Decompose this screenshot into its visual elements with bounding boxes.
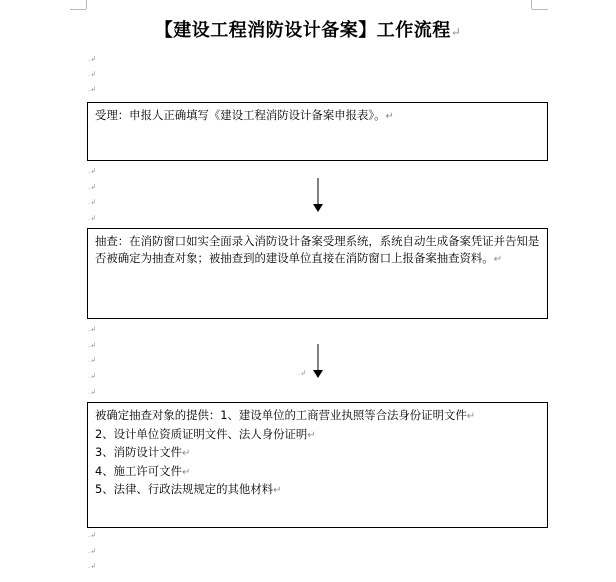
crop-mark-top-left (86, 0, 87, 9)
empty-paragraph-mark: .↲ (88, 388, 97, 396)
flow-arrow-down (312, 178, 324, 214)
empty-paragraph-mark: .↲ (88, 198, 97, 206)
page-title (0, 16, 616, 42)
paragraph-mark: ↵ (450, 25, 462, 39)
empty-paragraph-mark: .↲ (88, 85, 97, 93)
material-line: 2、设计单位资质证明文件、法人身份证明↵ (95, 426, 316, 441)
empty-paragraph-mark: .↲ (88, 55, 97, 63)
empty-paragraph-mark: .↲ (88, 183, 97, 191)
crop-mark-top-left-h (70, 9, 86, 10)
empty-paragraph-mark: .↲ (88, 372, 97, 380)
flow-step-check (87, 228, 548, 319)
page-title-text: 【建设工程消防设计备案】工作流程 (154, 20, 451, 41)
crop-mark-top-right-h (532, 9, 548, 10)
empty-paragraph-mark: .↲ (88, 562, 97, 570)
empty-paragraph-mark: .↲ (88, 341, 97, 349)
empty-paragraph-mark: .↲ (88, 547, 97, 555)
material-line: 3、消防设计文件↵ (95, 445, 191, 459)
step-text: 抽查：在消防窗口如实全面录入消防设计备案受理系统，系统自动生成备案凭证并告知是否被确定为抽查对象；被抽查到的建设单位直接在消防窗口上报备案抽查资料。↵ (95, 234, 540, 265)
empty-paragraph-mark: .↲ (88, 356, 97, 364)
material-line: 被确定抽查对象的提供：1、建设单位的工商营业执照等合法身份证明文件↵ (95, 408, 476, 422)
crop-mark-top-right (531, 0, 532, 9)
empty-paragraph-mark: .↲ (88, 70, 97, 78)
empty-paragraph-mark: .↲ (298, 369, 307, 377)
step-text: 受理：申报人正确填写《建设工程消防设计备案申报表》。↵ (95, 108, 394, 122)
flow-step-accept (87, 102, 548, 161)
empty-paragraph-mark: .↲ (88, 531, 97, 539)
empty-paragraph-mark: .↲ (88, 167, 97, 175)
material-line: 5、法律、行政法规规定的其他材料↵ (95, 482, 282, 496)
flow-arrow-down (312, 344, 324, 380)
empty-paragraph-mark: .↲ (88, 325, 97, 333)
flow-step-materials (87, 402, 548, 528)
empty-paragraph-mark: .↲ (88, 214, 97, 222)
material-line: 4、施工许可文件↵ (95, 463, 191, 478)
